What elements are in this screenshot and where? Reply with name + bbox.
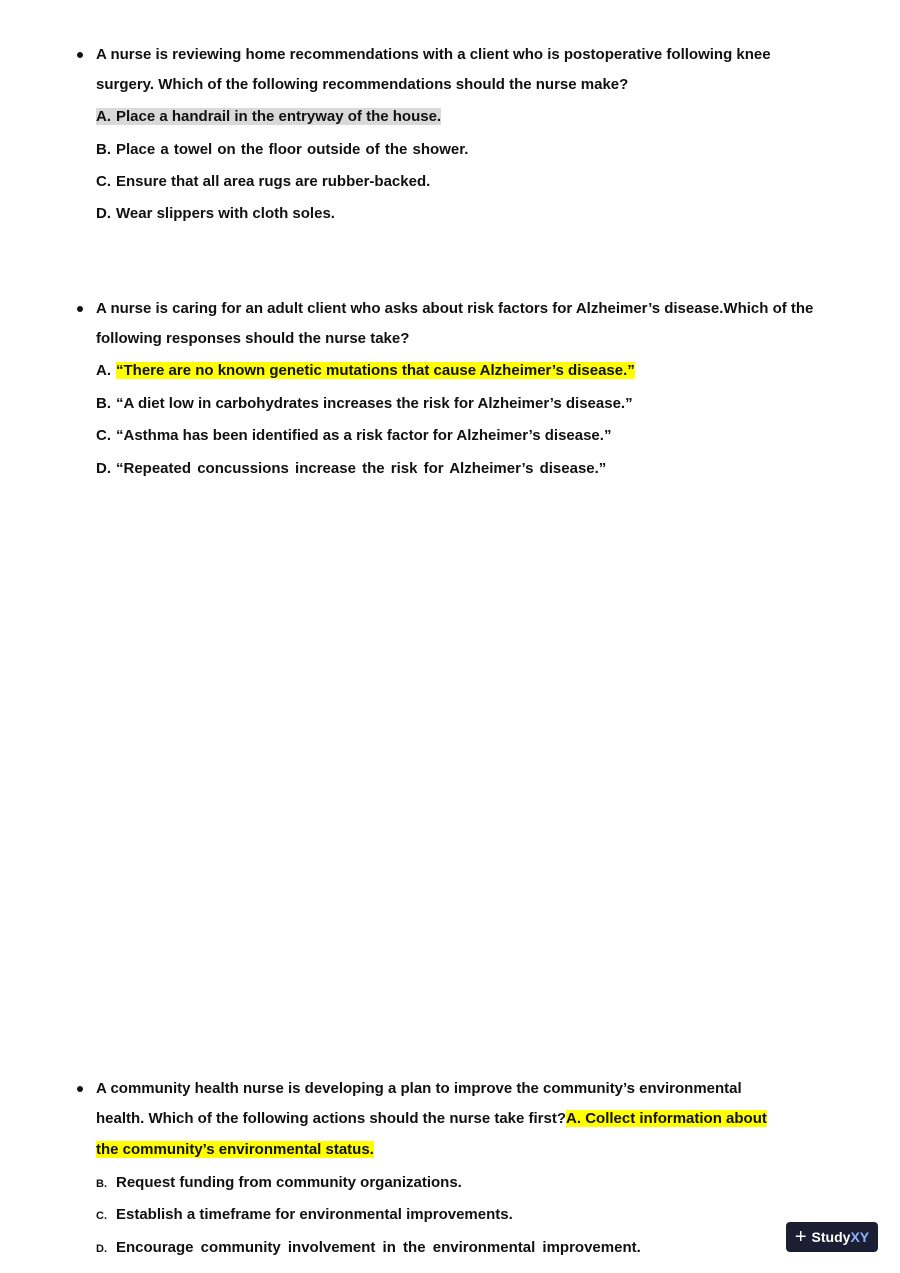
q3-stem-line2-text: health. Which of the following actions should the nurse take first? [96, 1110, 567, 1127]
q1-option-a-letter: A. [96, 108, 111, 125]
q2-option-d-text: “Repeated concussions increase the risk for Alzheimer’s disease.” [116, 460, 607, 477]
q3-stem-line1: A community health nurse is developing a plan to improve the community’s environmental [96, 1080, 742, 1097]
q1-option-b-text: Place a towel on the floor outside of the shower. [116, 141, 469, 158]
q3-option-d-text: Encourage community involvement in the environmental improvement. [116, 1239, 641, 1256]
q1-option-b-letter: B. [96, 141, 111, 158]
q3-option-d-letter: D. [96, 1243, 107, 1255]
q2-stem-line2: following responses should the nurse take? [96, 330, 410, 347]
logo-text-main: Study [811, 1229, 851, 1245]
q2-option-c [96, 425, 611, 447]
q2-option-d [96, 458, 606, 480]
q2-option-b-letter: B. [96, 395, 111, 412]
q1-option-d-letter: D. [96, 205, 111, 222]
logo-text-accent: XY [850, 1229, 870, 1245]
q3-answer-part2: the community’s environmental status. [96, 1141, 374, 1158]
q1-option-d [96, 203, 335, 225]
q1-stem-line1: A nurse is reviewing home recommendations with a client who is postoperative following knee [96, 46, 771, 63]
q2-option-a-text: “There are no known genetic mutations that cause Alzheimer’s disease.” [116, 362, 635, 379]
q3-stem-line2 [96, 1108, 767, 1130]
q1-option-d-text: Wear slippers with cloth soles. [116, 205, 335, 222]
q2-stem-line1: A nurse is caring for an adult client who asks about risk factors for Alzheimer’s disease.Which of the [96, 300, 814, 317]
q3-option-d [96, 1237, 641, 1260]
q2-option-a [96, 360, 635, 382]
q1-option-c [96, 171, 430, 193]
q3-answer-part1: A. Collect information about [566, 1110, 767, 1127]
q2-option-c-letter: C. [96, 427, 111, 444]
q1-option-a-highlight [96, 108, 441, 125]
q3-option-c [96, 1204, 513, 1227]
bullet-q2 [77, 306, 83, 312]
q3-option-c-letter: C. [96, 1210, 107, 1222]
q3-option-b [96, 1172, 462, 1195]
q3-option-b-letter: B. [96, 1178, 107, 1190]
q3-option-b-text: Request funding from community organizations. [116, 1174, 462, 1191]
q2-option-a-letter: A. [96, 362, 111, 379]
q1-option-a-text: Place a handrail in the entryway of the house. [116, 108, 442, 125]
q1-option-c-text: Ensure that all area rugs are rubber-backed. [116, 173, 431, 190]
q3-answer-line2 [96, 1139, 374, 1161]
q2-option-b [96, 393, 633, 415]
bullet-q3 [77, 1086, 83, 1092]
q1-stem-line2: surgery. Which of the following recommendations should the nurse make? [96, 76, 629, 93]
q2-option-b-text: “A diet low in carbohydrates increases the risk for Alzheimer’s disease.” [116, 395, 633, 412]
q1-option-b [96, 139, 468, 161]
studyxy-logo[interactable] [786, 1222, 878, 1252]
plus-icon: + [794, 1226, 807, 1248]
q1-option-a [96, 106, 441, 128]
q2-option-d-letter: D. [96, 460, 111, 477]
q2-option-c-text: “Asthma has been identified as a risk factor for Alzheimer’s disease.” [116, 427, 612, 444]
q1-option-c-letter: C. [96, 173, 111, 190]
q3-option-c-text: Establish a timeframe for environmental improvements. [116, 1206, 513, 1223]
bullet-q1 [77, 52, 83, 58]
